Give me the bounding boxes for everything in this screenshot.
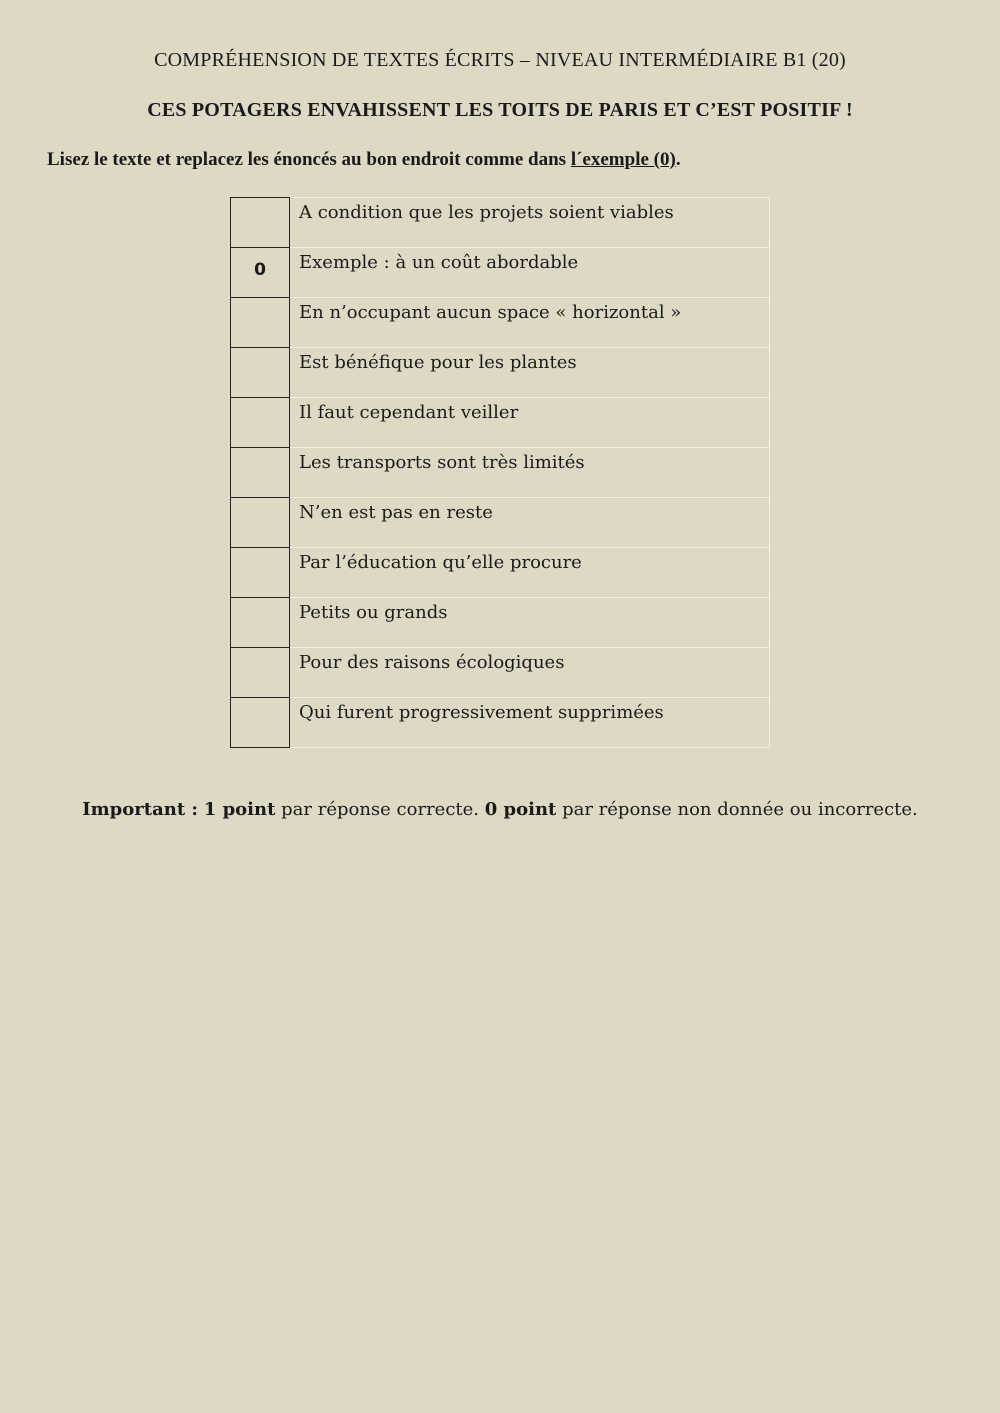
table-row [231,298,770,348]
statement-text: Est bénéfique pour les plantes [290,348,770,398]
instruction-end: . [675,149,681,170]
statement-text: Il faut cependant veiller [290,398,770,448]
answer-box[interactable] [231,448,290,498]
table-row [231,248,770,298]
answer-table [230,197,770,748]
answer-box[interactable] [231,698,290,748]
statement-text: Qui furent progressivement supprimées [290,698,770,748]
instruction-text: Lisez le texte et replacez les énoncés au bon endroit comme dans [47,149,571,170]
answer-box[interactable] [231,648,290,698]
answer-box[interactable]: 0 [231,248,290,298]
statement-text: Par l’éducation qu’elle procure [290,548,770,598]
note-label: Important : [82,799,199,820]
note-mid: par réponse correcte. [275,799,485,820]
answer-box[interactable] [231,598,290,648]
table-row [231,598,770,648]
table-row [231,698,770,748]
answer-box[interactable] [231,198,290,248]
table-row [231,648,770,698]
instruction [47,149,681,171]
statement-text: A condition que les projets soient viables [290,198,770,248]
table-row [231,198,770,248]
note-point-zero: 0 point [484,799,557,820]
answer-box[interactable] [231,498,290,548]
example-reference: l´exemple (0) [570,149,676,170]
note-point-one: 1 point [203,799,276,820]
page-title: COMPRÉHENSION DE TEXTES ÉCRITS – NIVEAU INTERMÉDIAIRE B1 (20) [154,49,846,71]
answer-box[interactable] [231,298,290,348]
note-end: par réponse non donnée ou incorrecte. [556,799,918,820]
table-row [231,498,770,548]
answer-box[interactable] [231,348,290,398]
statement-text: Petits ou grands [290,598,770,648]
document-subtitle: CES POTAGERS ENVAHISSENT LES TOITS DE PARIS ET C’EST POSITIF ! [147,99,853,121]
answer-box[interactable] [231,548,290,598]
table-row [231,448,770,498]
table-row [231,398,770,448]
statement-text: En n’occupant aucun space « horizontal » [290,298,770,348]
scoring-note [0,799,1000,820]
statement-text: Exemple : à un coût abordable [290,248,770,298]
statement-text: N’en est pas en reste [290,498,770,548]
answer-box[interactable] [231,398,290,448]
table-row [231,548,770,598]
table-row [231,348,770,398]
statement-text: Les transports sont très limités [290,448,770,498]
statement-text: Pour des raisons écologiques [290,648,770,698]
